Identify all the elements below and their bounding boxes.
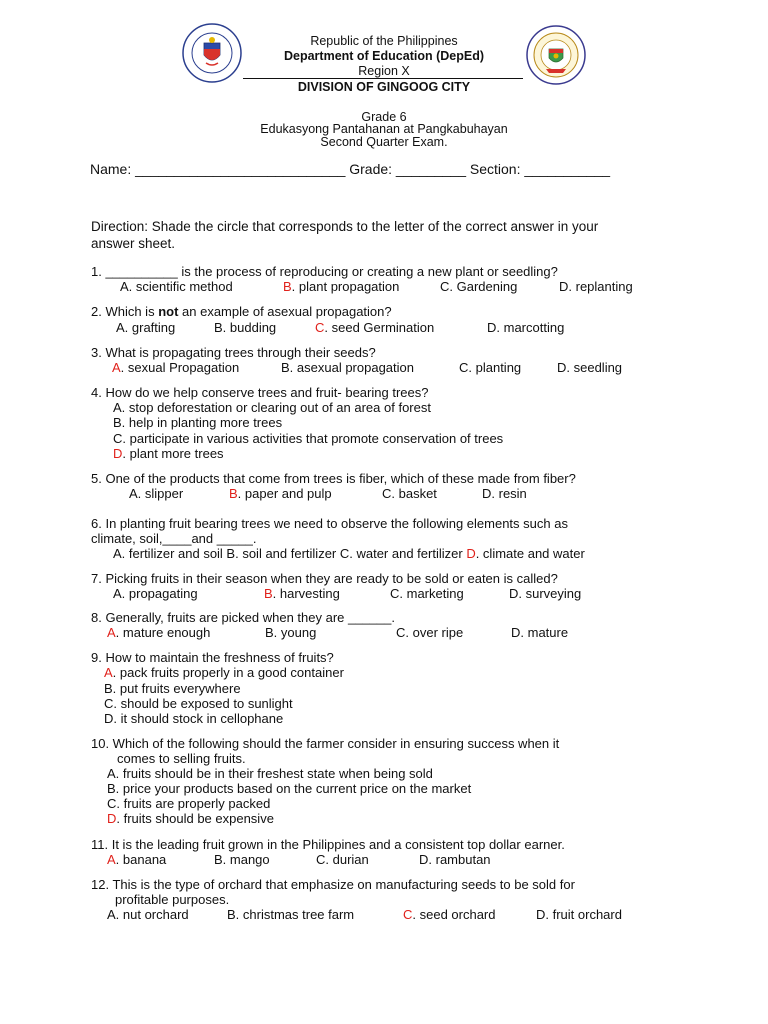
q8-choice-a: A. mature enough: [107, 625, 211, 640]
q10-choice-a: A. fruits should be in their freshest state when being sold: [107, 766, 433, 781]
q7-choice-d: D. surveying: [509, 586, 582, 601]
question-7-stem: 7. Picking fruits in their season when they are ready to be sold or eaten is called?: [91, 571, 558, 586]
q3-choice-b: B. asexual propagation: [281, 360, 414, 375]
q2-choice-d: D. marcotting: [487, 320, 565, 335]
student-info-fields: Name: ___________________________ Grade: _________ Section: ___________: [90, 161, 611, 177]
question-5-stem: 5. One of the products that come from trees is fiber, which of these made from fiber?: [91, 471, 576, 486]
q8-choice-d: D. mature: [511, 625, 569, 640]
q4-choice-a: A. stop deforestation or clearing out of an area of forest: [113, 400, 431, 415]
q8-choice-c: C. over ripe: [396, 625, 464, 640]
q2-choice-b: B. budding: [214, 320, 277, 335]
q4-choice-b: B. help in planting more trees: [113, 415, 283, 430]
question-9-stem: 9. How to maintain the freshness of fruits?: [91, 650, 334, 665]
q10-choice-d: D. fruits should be expensive: [107, 811, 274, 826]
q5-choice-c: C. basket: [382, 486, 437, 501]
subject-title: Edukasyong Pantahanan at Pangkabuhayan: [260, 122, 508, 136]
q10-choice-b: B. price your products based on the current price on the market: [107, 781, 472, 796]
q8-choice-b: B. young: [265, 625, 317, 640]
q1-choice-b: B. plant propagation: [283, 279, 400, 294]
q6-answer-letter: D: [466, 546, 476, 561]
q1-choice-c: C. Gardening: [440, 279, 518, 294]
q6-choices: A. fertilizer and soil B. soil and fertilizer C. water and fertilizer D. climate and water: [113, 546, 585, 561]
grade-title: Grade 6: [361, 110, 407, 124]
q5-choice-d: D. resin: [482, 486, 527, 501]
question-12-stem-line-1: 12. This is the type of orchard that emphasize on manufacturing seeds to be sold for: [91, 877, 575, 892]
q11-choice-a: A. banana: [107, 852, 167, 867]
q3-choice-a: A. sexual Propagation: [112, 360, 240, 375]
q8-answer-letter: A: [107, 625, 116, 640]
question-6-stem-line-2: climate, soil,____and _____.: [91, 531, 257, 546]
question-11-stem: 11. It is the leading fruit grown in the Philippines and a consistent top dollar earner.: [91, 837, 565, 852]
q4-answer-letter: D: [113, 446, 123, 461]
q4-choice-c: C. participate in various activities that promote conservation of trees: [113, 431, 504, 446]
q5-choice-a: A. slipper: [129, 486, 184, 501]
q7-choice-a: A. propagating: [113, 586, 198, 601]
q9-choice-a: A. pack fruits properly in a good container: [104, 665, 344, 680]
q11-choice-d: D. rambutan: [419, 852, 491, 867]
question-8-stem: 8. Generally, fruits are picked when they are ______.: [91, 610, 395, 625]
q1-choice-d: D. replanting: [559, 279, 633, 294]
q11-answer-letter: A: [107, 852, 116, 867]
q1-choice-a: A. scientific method: [120, 279, 233, 294]
question-2-stem: 2. Which is not an example of asexual propagation?: [91, 304, 392, 319]
q3-choice-d: D. seedling: [557, 360, 623, 375]
q2-choice-c: C. seed Germination: [315, 320, 435, 335]
q9-choice-d: D. it should stock in cellophane: [104, 711, 284, 726]
q2-choice-a: A. grafting: [116, 320, 176, 335]
question-6-stem-line-1: 6. In planting fruit bearing trees we need to observe the following elements such as: [91, 516, 568, 531]
direction-line-1: Direction: Shade the circle that corresponds to the letter of the correct answer in your: [91, 219, 599, 234]
q5-choice-b: B. paper and pulp: [229, 486, 332, 501]
header-deped: Department of Education (DepEd): [283, 49, 484, 63]
q1-answer-letter: B: [283, 279, 292, 294]
q9-choice-b: B. put fruits everywhere: [104, 681, 241, 696]
q3-answer-letter: A: [112, 360, 121, 375]
question-10-stem-line-2: comes to selling fruits.: [117, 751, 246, 766]
header-republic: Republic of the Philippines: [310, 34, 458, 48]
q3-choice-c: C. planting: [459, 360, 522, 375]
question-12-stem-line-2: profitable purposes.: [115, 892, 230, 907]
exam-title: Second Quarter Exam.: [320, 135, 448, 149]
q4-choice-d: D. plant more trees: [113, 446, 224, 461]
q12-answer-letter: C: [403, 907, 413, 922]
q9-answer-letter: A: [104, 665, 113, 680]
question-1-stem: 1. __________ is the process of reproducing or creating a new plant or seedling?: [91, 264, 558, 279]
q9-choice-c: C. should be exposed to sunlight: [104, 696, 293, 711]
q11-choice-c: C. durian: [316, 852, 369, 867]
q11-choice-b: B. mango: [214, 852, 270, 867]
question-3-stem: 3. What is propagating trees through their seeds?: [91, 345, 376, 360]
q10-answer-letter: D: [107, 811, 117, 826]
q5-answer-letter: B: [229, 486, 238, 501]
q7-choice-b: B. harvesting: [264, 586, 340, 601]
q2-answer-letter: C: [315, 320, 325, 335]
q7-choice-c: C. marketing: [390, 586, 464, 601]
q12-choice-d: D. fruit orchard: [536, 907, 622, 922]
header-division: DIVISION OF GINGOOG CITY: [297, 80, 471, 94]
q12-choice-b: B. christmas tree farm: [227, 907, 355, 922]
q10-choice-c: C. fruits are properly packed: [107, 796, 271, 811]
question-4-stem: 4. How do we help conserve trees and fruit- bearing trees?: [91, 385, 429, 400]
q7-answer-letter: B: [264, 586, 273, 601]
q12-choice-a: A. nut orchard: [107, 907, 189, 922]
q12-choice-c: C. seed orchard: [403, 907, 496, 922]
header-region: Region X: [358, 64, 410, 78]
direction-line-2: answer sheet.: [91, 236, 176, 251]
question-10-stem-line-1: 10. Which of the following should the farmer consider in ensuring success when it: [91, 736, 560, 751]
header-divider: [243, 78, 523, 79]
